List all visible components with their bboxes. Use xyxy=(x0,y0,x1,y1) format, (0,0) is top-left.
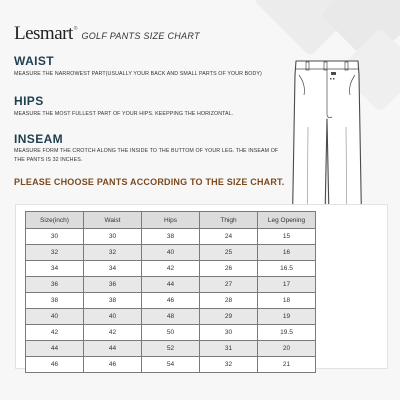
table-cell: 31 xyxy=(200,341,258,357)
table-cell: 36 xyxy=(84,277,142,293)
table-cell: 30 xyxy=(200,325,258,341)
table-cell: 48 xyxy=(142,309,200,325)
inseam-heading: INSEAM xyxy=(14,132,64,146)
table-cell: 21 xyxy=(258,357,316,373)
table-cell: 42 xyxy=(26,325,84,341)
table-cell: 19 xyxy=(258,309,316,325)
table-row xyxy=(26,277,316,293)
table-cell: 40 xyxy=(26,309,84,325)
table-cell: 44 xyxy=(142,277,200,293)
size-chart-table xyxy=(25,211,316,373)
table-cell: 18 xyxy=(258,293,316,309)
table-cell: 40 xyxy=(84,309,142,325)
table-cell: 42 xyxy=(142,261,200,277)
table-cell: 50 xyxy=(142,325,200,341)
hips-description: MEASURE THE MOST FULLEST PART OF YOUR HIPS. KEEPPING THE HORIZONTAL. xyxy=(14,111,234,117)
table-cell: 15 xyxy=(258,229,316,245)
table-cell: 26 xyxy=(200,261,258,277)
table-cell: 24 xyxy=(200,229,258,245)
table-cell: 30 xyxy=(84,229,142,245)
table-row xyxy=(26,325,316,341)
table-row xyxy=(26,261,316,277)
table-cell: 32 xyxy=(26,245,84,261)
table-row xyxy=(26,357,316,373)
column-header-waist: Waist xyxy=(84,212,142,229)
header xyxy=(14,24,200,44)
table-row xyxy=(26,229,316,245)
table-cell: 46 xyxy=(84,357,142,373)
waist-heading: WAIST xyxy=(14,54,54,68)
column-header-size: Size(inch) xyxy=(26,212,84,229)
table-header-row xyxy=(26,212,316,229)
table-cell: 44 xyxy=(26,341,84,357)
table-cell: 42 xyxy=(84,325,142,341)
waist-description: MEASURE THE NARROWEST PART(USUALLY YOUR BACK AND SMALL PARTS OF YOUR BODY) xyxy=(14,71,262,77)
table-cell: 29 xyxy=(200,309,258,325)
column-header-hips: Hips xyxy=(142,212,200,229)
table-cell: 19.5 xyxy=(258,325,316,341)
trademark-mark: ® xyxy=(73,26,78,32)
table-cell: 38 xyxy=(84,293,142,309)
instruction-text: PLEASE CHOOSE PANTS ACCORDING TO THE SIZE CHART. xyxy=(14,177,285,187)
table-cell: 34 xyxy=(84,261,142,277)
table-row xyxy=(26,341,316,357)
table-cell: 30 xyxy=(26,229,84,245)
table-row xyxy=(26,293,316,309)
column-header-leg-opening: Leg Opening xyxy=(258,212,316,229)
inseam-description: MEASURE FORM THE CROTCH ALONG THE INSIDE TO THE BUTTOM OF YOUR LEG. THE INSEAM OF THE PANTS IS 32 INCHES. xyxy=(14,148,279,163)
table-cell: 16.5 xyxy=(258,261,316,277)
table-row xyxy=(26,309,316,325)
column-header-thigh: Thigh xyxy=(200,212,258,229)
table-cell: 34 xyxy=(26,261,84,277)
table-cell: 46 xyxy=(142,293,200,309)
brand-logo: Lesmart xyxy=(14,23,73,44)
table-cell: 54 xyxy=(142,357,200,373)
table-cell: 25 xyxy=(200,245,258,261)
table-cell: 20 xyxy=(258,341,316,357)
chart-title: GOLF PANTS SIZE CHART xyxy=(81,31,200,41)
table-cell: 27 xyxy=(200,277,258,293)
table-cell: 38 xyxy=(142,229,200,245)
table-cell: 32 xyxy=(84,245,142,261)
table-cell: 52 xyxy=(142,341,200,357)
table-cell: 44 xyxy=(84,341,142,357)
size-chart-panel xyxy=(15,204,388,369)
table-cell: 40 xyxy=(142,245,200,261)
table-row xyxy=(26,245,316,261)
table-cell: 17 xyxy=(258,277,316,293)
table-cell: 28 xyxy=(200,293,258,309)
table-cell: 32 xyxy=(200,357,258,373)
table-cell: 16 xyxy=(258,245,316,261)
table-cell: 46 xyxy=(26,357,84,373)
table-cell: 38 xyxy=(26,293,84,309)
table-cell: 36 xyxy=(26,277,84,293)
hips-heading: HIPS xyxy=(14,94,44,108)
